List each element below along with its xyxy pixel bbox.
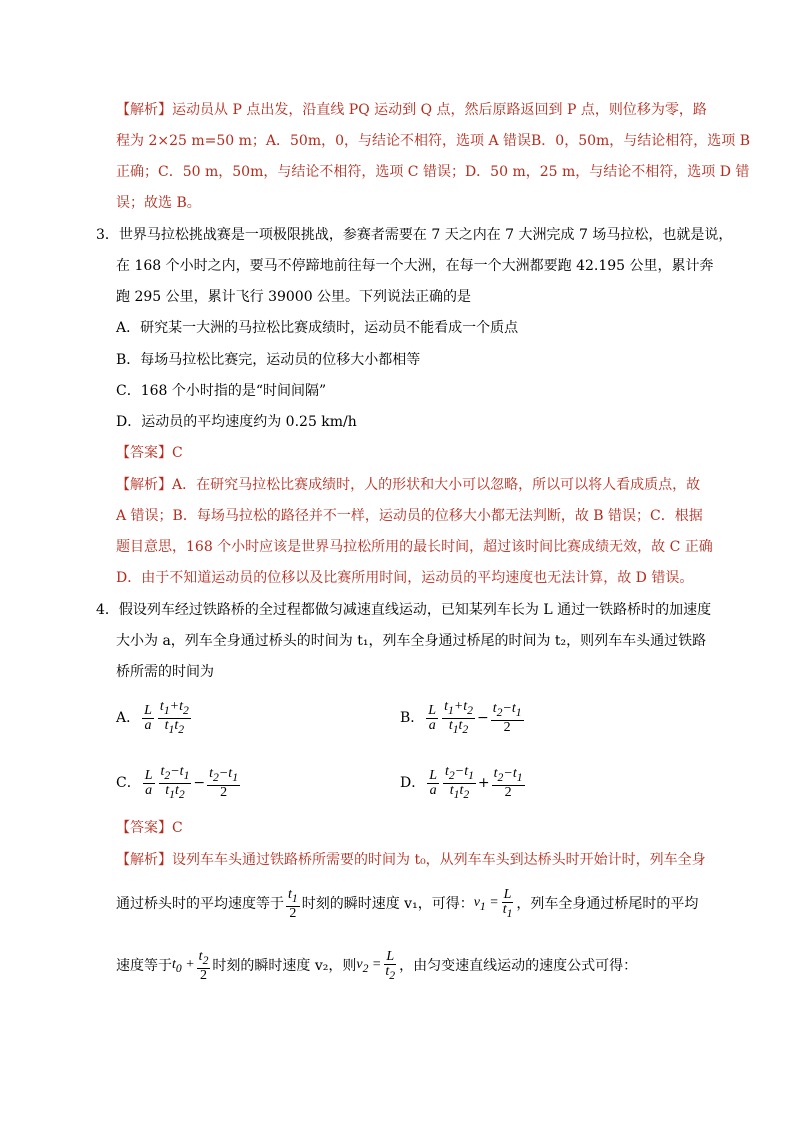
q4-stem-line-2: 大小为 a，列车全身通过桥头的时间为 t₁，列车全身通过桥尾的时间为 t₂，则列车车头通过铁路 — [116, 633, 707, 649]
q3-option-d: D．运动员的平均速度约为 0.25 km/h — [116, 414, 357, 430]
q3-option-c: C．168 个小时指的是“时间间隔” — [116, 383, 327, 399]
formula-t2-minus-t1-over-2: $\frac{t_2-t_1}{2}$ — [209, 765, 239, 800]
formula-l-over-t1: $\frac{L}{t_1}$ — [502, 887, 513, 920]
q3-analysis-line-3: 题目意思，168 个小时应该是世界马拉松所用的最长时间，超过该时间比赛成绩无效，故 C 正确 — [116, 539, 713, 555]
q4-analysis-line-3-part-1: 速度等于 — [116, 958, 172, 975]
q4-option-c-label: C． — [116, 775, 141, 792]
q4-analysis-line-1: 【解析】设列车车头通过铁路桥所需要的时间为 t₀，从列车车头到达桥头时开始计时，列车全身 — [116, 852, 706, 868]
formula-t2-minus-t1-over-t1t2: $\frac{t_2-t_1}{t_1t_2}$ — [160, 764, 190, 801]
prev-analysis-line-2: 程为 2×25 m=50 m；A．50m，0，与结论不相符，选项 A 错误B．0，50m，与结论相符，选项 B — [116, 133, 751, 149]
q4-option-a-label: A． — [116, 710, 141, 727]
formula-t0-plus: $t_0$ + — [172, 956, 195, 975]
plus-sign: + — [477, 775, 490, 792]
minus-sign: − — [193, 775, 206, 792]
q3-option-a: A．研究某一大洲的马拉松比赛成绩时，运动员不能看成一个质点 — [116, 320, 519, 336]
prev-analysis-line-3: 正确；C．50 m，50m，与结论不相符，选项 C 错误；D．50 m，25 m，与结论不相符，选项 D 错 — [116, 164, 750, 180]
q4-analysis-line-2 — [116, 888, 698, 921]
formula-l-over-a: $\frac{L}{a}$ — [144, 767, 153, 798]
q3-stem-line-2: 在 168 个小时之内，要马不停蹄地前往每一个大洲，在每一个大洲都要跑 42.195 公里，累计奔 — [116, 258, 714, 274]
q4-option-c — [116, 765, 242, 802]
q4-answer: 【答案】C — [116, 820, 183, 836]
formula-t2-over-2: $\frac{t_2}{2}$ — [198, 949, 209, 983]
formula-t2-minus-t1-over-2: $\frac{t_2-t_1}{2}$ — [492, 700, 522, 735]
q3-stem-line-1: 3．世界马拉松挑战赛是一项极限挑战，参赛者需要在 7 天之内在 7 大洲完成 7 场马拉松，也就是说， — [96, 227, 733, 243]
q3-analysis-line-1: 【解析】A．在研究马拉松比赛成绩时，人的形状和大小可以忽略，所以可以将人看成质点，故 — [116, 477, 701, 493]
formula-t1-plus-t2-over-t1t2: $\frac{t_1+t_2}{t_1t_2}$ — [444, 699, 473, 736]
q4-analysis-line-2-part-3: ，列车全身通过桥尾时的平均 — [516, 896, 699, 913]
q4-option-d — [400, 765, 527, 802]
formula-l-over-a: $\frac{L}{a}$ — [428, 702, 437, 733]
q4-analysis-line-3 — [116, 950, 637, 983]
formula-t1-plus-t2-over-t1t2: $\frac{t_1+t_2}{t_1t_2}$ — [159, 699, 189, 736]
q4-option-d-label: D． — [400, 775, 426, 792]
formula-v2-eq: $v_2$ = — [356, 956, 382, 975]
minus-sign: − — [476, 710, 489, 727]
q3-analysis-line-2: A 错误；B．每场马拉松的路径并不一样，运动员的位移大小都无法判断，故 B 错误；C．根据 — [116, 508, 703, 524]
formula-l-over-a: $\frac{L}{a}$ — [144, 702, 152, 733]
q4-analysis-line-2-part-1: 通过桥头时的平均速度等于 — [116, 896, 284, 913]
q3-stem-line-3: 跑 295 公里，累计飞行 39000 公里。下列说法正确的是 — [116, 289, 472, 305]
q4-option-b — [400, 700, 526, 737]
formula-t1-over-2: $\frac{t_1}{2}$ — [288, 887, 298, 921]
formula-l-over-a: $\frac{L}{a}$ — [429, 767, 438, 798]
q4-option-b-label: B． — [400, 710, 425, 727]
formula-l-over-t2: $\frac{L}{t_2}$ — [385, 949, 396, 982]
prev-analysis-line-4: 误；故选 B。 — [116, 195, 201, 211]
q4-option-a — [116, 700, 193, 737]
q4-analysis-line-3-part-3: ，由匀变速直线运动的速度公式可得： — [399, 958, 638, 975]
formula-v1-eq: $v_1$ = — [473, 894, 499, 913]
q4-stem-line-1: 4．假设列车经过铁路桥的全过程都做匀减速直线运动，已知某列车长为 L 通过一铁路桥时的加速度 — [96, 602, 712, 618]
formula-t2-minus-t1-over-t1t2: $\frac{t_2-t_1}{t_1t_2}$ — [445, 764, 474, 801]
prev-analysis-line-1: 【解析】运动员从 P 点出发，沿直线 PQ 运动到 Q 点，然后原路返回到 P 点，则位移为零，路 — [116, 102, 707, 118]
q4-analysis-line-2-part-2: 时刻的瞬时速度 v₁，可得： — [301, 896, 474, 913]
q4-analysis-line-3-part-2: 时刻的瞬时速度 v₂，则 — [212, 958, 357, 975]
q3-analysis-line-4: D．由于不知道运动员的位移以及比赛所用时间，运动员的平均速度也无法计算，故 D 错误。 — [116, 570, 694, 586]
q3-answer: 【答案】C — [116, 445, 183, 461]
formula-t2-minus-t1-over-2: $\frac{t_2-t_1}{2}$ — [493, 765, 523, 800]
q4-stem-line-3: 桥所需的时间为 — [116, 664, 214, 680]
q3-option-b: B．每场马拉松比赛完，运动员的位移大小都相等 — [116, 352, 421, 368]
